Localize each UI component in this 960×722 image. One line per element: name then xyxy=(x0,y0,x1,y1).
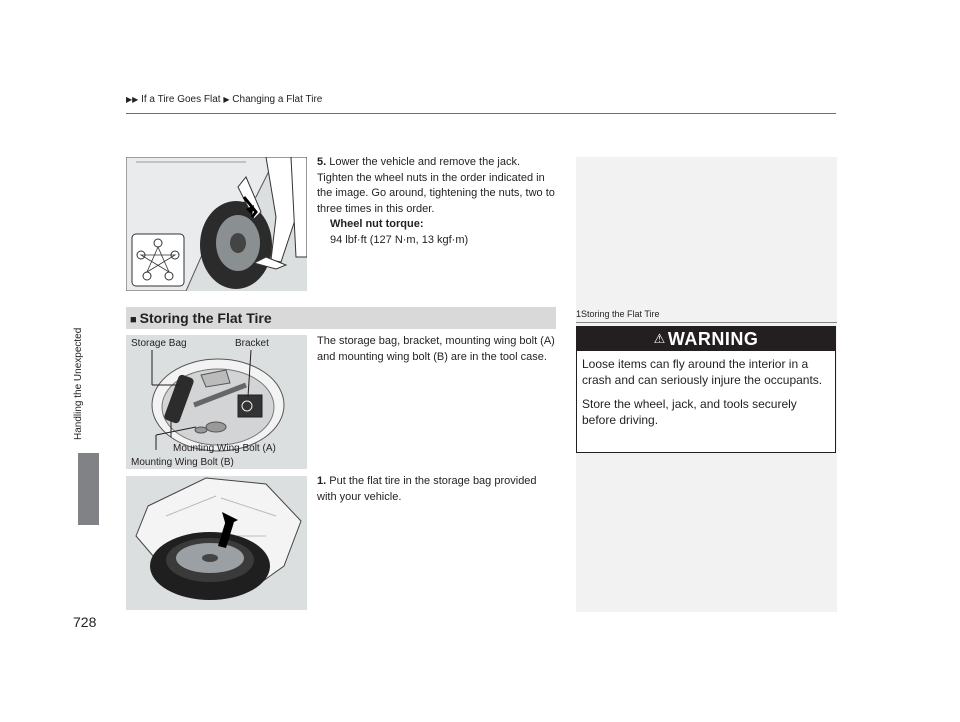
step-number: 1. xyxy=(317,475,327,487)
chapter-label: Handling the Unexpected xyxy=(73,327,84,440)
step-text: Lower the vehicle and remove the jack. Tighten the wheel nuts in the order indicated in the image. Go around, tightening the nuts, two to three times in this order. xyxy=(317,156,555,215)
step-number: 5. xyxy=(317,156,327,168)
section-header xyxy=(126,307,556,329)
wheel-nut-tightening-illustration xyxy=(126,157,307,291)
note-divider xyxy=(576,322,837,323)
torque-label: Wheel nut torque: xyxy=(330,218,424,230)
note-title: Storing the Flat Tire xyxy=(581,309,660,319)
chevron-right-icon: ▶ xyxy=(223,95,230,104)
step-1 xyxy=(317,474,557,505)
torque-value: 94 lbf·ft (127 N·m, 13 kgf·m) xyxy=(330,233,469,246)
section-title: Storing the Flat Tire xyxy=(139,310,272,326)
mounting-wing-bolt-b-label: Mounting Wing Bolt (B) xyxy=(131,457,234,468)
section-intro: The storage bag, bracket, mounting wing bolt (A) and mounting wing bolt (B) are in the tool case. xyxy=(317,335,555,363)
mounting-wing-bolt-a-label: Mounting Wing Bolt (A) xyxy=(173,443,276,454)
chapter-tab-marker xyxy=(78,453,99,525)
header-divider xyxy=(126,113,836,114)
warning-paragraph-1: Loose items can fly around the interior in a crash and can seriously injure the occupants. xyxy=(582,357,823,387)
storage-bag-label: Storage Bag xyxy=(131,338,187,349)
warning-title: WARNING xyxy=(667,329,759,349)
tire-storage-bag-illustration xyxy=(126,476,307,610)
bracket-label: Bracket xyxy=(235,338,269,349)
warning-paragraph-2: Store the wheel, jack, and tools securely before driving. xyxy=(582,397,797,427)
breadcrumb-level-2: Changing a Flat Tire xyxy=(232,94,323,105)
section-marker: ■ xyxy=(130,314,137,326)
step-text: Put the flat tire in the storage bag provided with your vehicle. xyxy=(317,475,537,503)
note-marker: 1 xyxy=(576,309,582,319)
page-number: 728 xyxy=(73,614,97,630)
warning-icon: ⚠ xyxy=(653,331,666,346)
breadcrumb xyxy=(126,94,322,105)
step-5 xyxy=(317,155,557,248)
note-heading xyxy=(576,309,837,319)
warning-text xyxy=(582,356,832,436)
breadcrumb-level-1: If a Tire Goes Flat xyxy=(141,94,221,105)
warning-header xyxy=(577,327,835,351)
chevron-right-icon: ▶▶ xyxy=(126,95,139,104)
